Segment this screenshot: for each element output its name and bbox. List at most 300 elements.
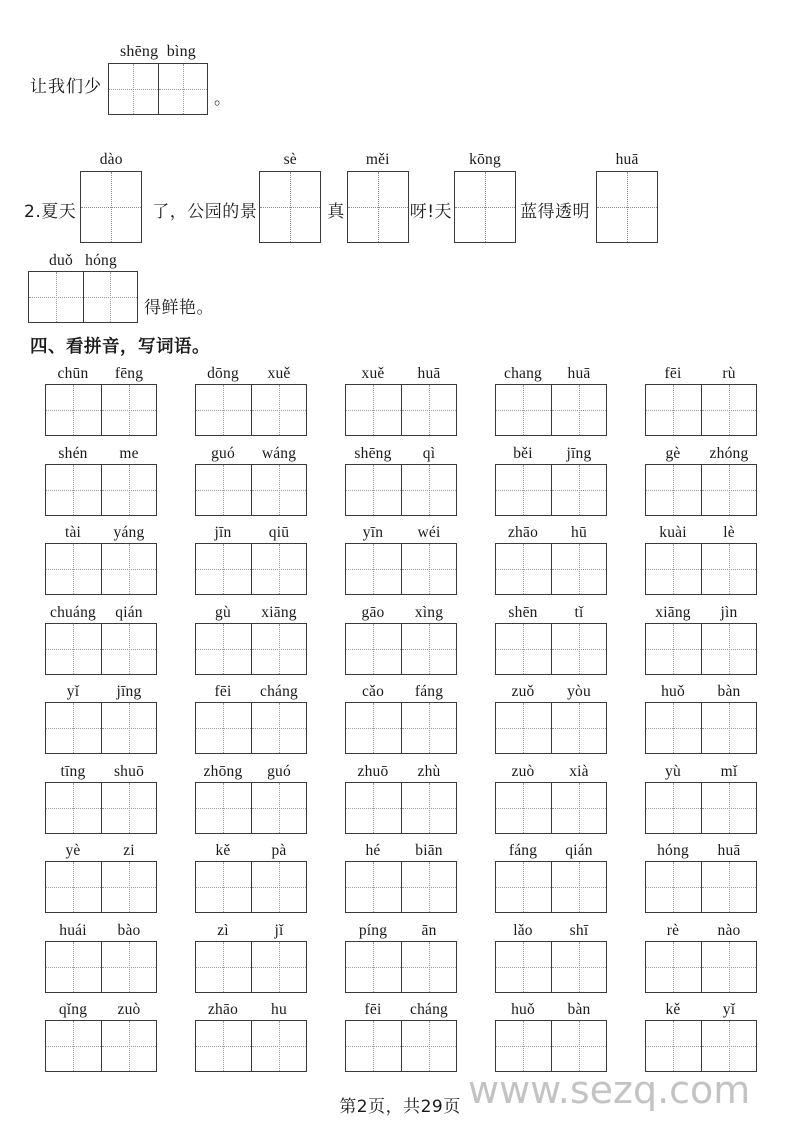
word-grid-item [326, 764, 476, 834]
pinyin-label [108, 44, 208, 60]
grid-cell[interactable] [402, 1021, 457, 1071]
writing-grid-box[interactable] [45, 623, 157, 675]
writing-grid-box[interactable] [645, 623, 757, 675]
pinyin-syllable: chuáng [50, 603, 96, 621]
grid-cell[interactable] [402, 624, 457, 674]
word-grid-item [626, 605, 776, 675]
writing-grid-box[interactable] [645, 464, 757, 516]
writing-grid-box[interactable] [195, 623, 307, 675]
grid-cell[interactable] [196, 544, 252, 594]
grid-cell[interactable] [196, 862, 252, 912]
writing-grid-box[interactable] [495, 543, 607, 595]
section-4-heading: 四、看拼音，写词语。 [30, 337, 210, 357]
grid-cell[interactable] [346, 1021, 402, 1071]
grid-cell[interactable] [496, 862, 552, 912]
word-grid-item [626, 684, 776, 754]
writing-grid-box[interactable] [345, 782, 457, 834]
grid-cell[interactable] [346, 862, 402, 912]
writing-grid-box[interactable] [45, 464, 157, 516]
pinyin-label [645, 843, 757, 859]
grid-cell[interactable] [702, 703, 757, 753]
pinyin-label [45, 366, 157, 382]
sentence-2-text-3: 呀!天 [409, 201, 453, 222]
grid-cell[interactable] [702, 544, 757, 594]
pinyin-syllable: chūn [57, 365, 89, 382]
grid-cell[interactable] [552, 783, 607, 833]
pinyin-label: dào [99, 151, 123, 168]
pinyin-label [45, 1002, 157, 1018]
pinyin-label [195, 843, 307, 859]
grid-cell[interactable] [552, 942, 607, 992]
grid-cell[interactable] [402, 465, 457, 515]
pinyin-syllable: píng [358, 921, 388, 939]
grid-cell[interactable] [552, 544, 607, 594]
pinyin-syllable: shī [569, 921, 589, 939]
pinyin-label [45, 843, 157, 859]
grid-cell[interactable] [702, 783, 757, 833]
writing-grid-box[interactable] [645, 861, 757, 913]
pinyin-syllable: huā [567, 365, 591, 382]
pinyin-syllable: fēi [364, 1001, 382, 1018]
grid-cell[interactable] [260, 172, 320, 242]
grid-cell[interactable] [46, 624, 102, 674]
writing-grid-box[interactable] [345, 1020, 457, 1072]
word-grid-item [176, 684, 326, 754]
writing-grid-box[interactable] [345, 941, 457, 993]
writing-grid-box[interactable] [345, 464, 457, 516]
word-grid-item [26, 923, 176, 993]
pinyin-syllable: zuò [117, 1001, 141, 1018]
grid-cell[interactable] [46, 385, 102, 435]
grid-cell[interactable] [702, 385, 757, 435]
pinyin-syllable: wáng [261, 444, 297, 462]
pinyin-syllable: jīng [116, 683, 142, 700]
pinyin-label [645, 764, 757, 780]
writing-grid-box[interactable] [495, 702, 607, 754]
pinyin-syllable: lǎo [513, 921, 533, 939]
grid-cell[interactable] [646, 385, 702, 435]
grid-cell[interactable] [252, 624, 307, 674]
pinyin-syllable: qǐng [58, 1001, 88, 1018]
grid-cell[interactable] [496, 1021, 552, 1071]
grid-cell[interactable] [646, 465, 702, 515]
pinyin-syllable: zhāo [507, 524, 539, 541]
pinyin-syllable: yù [665, 762, 681, 780]
writing-grid-box[interactable] [45, 941, 157, 993]
pinyin-syllable: cháng [259, 683, 298, 700]
pinyin-syllable: bào [117, 921, 141, 939]
watermark: www.sezq.com [468, 1068, 751, 1112]
word-grid-item [26, 684, 176, 754]
pinyin-label [495, 684, 607, 700]
pinyin-syllable: hū [571, 524, 587, 541]
pinyin-label [45, 446, 157, 462]
sentence-1-tail-text: 。 [214, 89, 231, 109]
grid-cell[interactable] [252, 703, 307, 753]
grid-cell[interactable] [402, 703, 457, 753]
grid-cell[interactable] [102, 703, 157, 753]
pinyin-syllable: zi [123, 842, 135, 859]
grid-cell[interactable] [496, 465, 552, 515]
pinyin-label [195, 446, 307, 462]
writing-grid-box[interactable] [45, 384, 157, 436]
writing-grid-box[interactable] [80, 171, 142, 243]
word-grid-item [176, 843, 326, 913]
pinyin-syllable: cǎo [361, 683, 385, 700]
sentence-2-blank-1 [80, 152, 142, 243]
grid-cell[interactable] [196, 942, 252, 992]
grid-cell[interactable] [196, 783, 252, 833]
pinyin-syllable: zhōng [203, 762, 243, 780]
grid-cell[interactable] [46, 942, 102, 992]
grid-cell[interactable] [646, 624, 702, 674]
grid-cell[interactable] [496, 385, 552, 435]
grid-cell[interactable] [196, 624, 252, 674]
sentence-2-text-4: 蓝得透明 [520, 201, 591, 222]
grid-cell[interactable] [552, 624, 607, 674]
grid-cell[interactable] [46, 862, 102, 912]
grid-cell[interactable] [46, 465, 102, 515]
pinyin-label [495, 525, 607, 541]
pinyin-syllable: jǐ [274, 921, 284, 939]
pinyin-syllable: jīng [566, 444, 592, 462]
pinyin-syllable: zuǒ [511, 683, 535, 700]
word-grid-item [176, 525, 326, 595]
pinyin-syllable: biān [415, 842, 443, 859]
grid-cell[interactable] [402, 544, 457, 594]
pinyin-syllable: xià [569, 762, 589, 780]
grid-cell[interactable] [252, 942, 307, 992]
grid-cell[interactable] [102, 624, 157, 674]
writing-grid-box[interactable] [259, 171, 321, 243]
pinyin-syllable: fēi [664, 365, 682, 382]
pinyin-label [195, 1002, 307, 1018]
writing-grid-box[interactable] [495, 782, 607, 834]
pinyin-label [345, 684, 457, 700]
pinyin-label [45, 684, 157, 700]
writing-grid-box[interactable] [195, 1020, 307, 1072]
word-grid-item [326, 923, 476, 993]
writing-grid-box[interactable] [345, 543, 457, 595]
pinyin-syllable: zhóng [709, 444, 749, 462]
sentence-1-lead-text: 让我们少 [30, 77, 102, 97]
grid-cell[interactable] [646, 783, 702, 833]
writing-grid-box[interactable] [645, 702, 757, 754]
grid-cell[interactable] [46, 703, 102, 753]
word-grid-item [26, 764, 176, 834]
pinyin-label [645, 684, 757, 700]
grid-cell[interactable] [102, 465, 157, 515]
word-grid-item [626, 525, 776, 595]
grid-cell[interactable] [346, 624, 402, 674]
pinyin-label [495, 923, 607, 939]
pinyin-syllable: gè [665, 444, 681, 462]
word-grid-row [26, 1002, 776, 1072]
pinyin-syllable: duǒ [49, 251, 73, 269]
word-grid-item [326, 684, 476, 754]
grid-cell[interactable] [252, 783, 307, 833]
grid-cell[interactable] [646, 1021, 702, 1071]
writing-grid-box[interactable] [645, 941, 757, 993]
pinyin-label [495, 446, 607, 462]
grid-cell[interactable] [496, 624, 552, 674]
writing-grid-box[interactable] [495, 941, 607, 993]
pinyin-syllable: nào [717, 921, 741, 939]
writing-grid-box[interactable] [195, 384, 307, 436]
word-grid-item [26, 446, 176, 516]
grid-cell[interactable] [402, 942, 457, 992]
writing-grid-box[interactable] [495, 1020, 607, 1072]
writing-grid-box[interactable] [495, 623, 607, 675]
pinyin-syllable: xuě [267, 365, 291, 382]
word-grid-item [626, 366, 776, 436]
grid-cell[interactable] [402, 385, 457, 435]
writing-grid-box[interactable] [195, 543, 307, 595]
word-grid-item [176, 446, 326, 516]
grid-cell[interactable] [346, 942, 402, 992]
writing-grid-box[interactable] [345, 702, 457, 754]
writing-grid-box[interactable] [108, 63, 208, 115]
pinyin-syllable: kě [665, 1001, 681, 1018]
pinyin-syllable: qián [115, 603, 143, 621]
word-grid-item [326, 1002, 476, 1072]
pinyin-label [195, 684, 307, 700]
grid-cell[interactable] [102, 783, 157, 833]
grid-cell[interactable] [252, 862, 307, 912]
pinyin-label [195, 605, 307, 621]
grid-cell[interactable] [102, 1021, 157, 1071]
pinyin-syllable: dōng [207, 365, 239, 382]
pinyin-syllable: tǐ [574, 603, 584, 621]
pinyin-syllable: cháng [409, 1001, 448, 1018]
grid-cell[interactable] [496, 783, 552, 833]
pinyin-syllable: fēng [114, 365, 144, 382]
word-grid-item [476, 605, 626, 675]
writing-grid-box[interactable] [45, 861, 157, 913]
grid-cell[interactable] [196, 1021, 252, 1071]
grid-cell[interactable] [46, 544, 102, 594]
pinyin-syllable: zhuō [357, 762, 389, 780]
grid-cell[interactable] [109, 64, 159, 114]
writing-grid-box[interactable] [645, 1020, 757, 1072]
word-grid-item [626, 923, 776, 993]
grid-cell[interactable] [496, 544, 552, 594]
grid-cell[interactable] [252, 465, 307, 515]
sentence-2-blank-2 [259, 152, 321, 243]
grid-cell[interactable] [402, 862, 457, 912]
sentence-2-line-1 [24, 152, 794, 243]
word-grid-row [26, 764, 776, 834]
grid-cell[interactable] [496, 942, 552, 992]
grid-cell[interactable] [702, 942, 757, 992]
grid-cell[interactable] [552, 1021, 607, 1071]
pinyin-syllable: tīng [60, 762, 86, 780]
pinyin-label: sè [283, 151, 297, 168]
word-grid-item [26, 1002, 176, 1072]
grid-cell[interactable] [552, 385, 607, 435]
grid-cell[interactable] [196, 703, 252, 753]
grid-cell[interactable] [102, 862, 157, 912]
grid-cell[interactable] [159, 64, 208, 114]
grid-cell[interactable] [646, 862, 702, 912]
writing-grid-box[interactable] [28, 271, 138, 323]
word-grid-item [26, 525, 176, 595]
grid-cell[interactable] [455, 172, 515, 242]
word-grid-row [26, 605, 776, 675]
writing-grid-box[interactable] [645, 384, 757, 436]
pinyin-label [28, 253, 138, 269]
pinyin-label: měi [365, 151, 390, 168]
pinyin-syllable: tài [64, 524, 82, 541]
word-grid-row [26, 446, 776, 516]
writing-grid-box[interactable] [347, 171, 409, 243]
grid-cell[interactable] [46, 783, 102, 833]
pinyin-syllable: shēn [508, 603, 538, 621]
sentence-2-blank-5 [596, 152, 658, 243]
word-grid-item [476, 764, 626, 834]
grid-cell[interactable] [84, 272, 138, 322]
pinyin-syllable: shēng [354, 444, 392, 462]
pinyin-syllable: kuài [659, 524, 687, 541]
word-grid-item [176, 1002, 326, 1072]
word-grid-item [326, 605, 476, 675]
writing-grid-box[interactable] [345, 384, 457, 436]
pinyin-syllable: chang [503, 365, 542, 382]
pinyin-label [45, 923, 157, 939]
word-grid-item [26, 605, 176, 675]
page-footer: 第2页，共29页 [339, 1097, 461, 1117]
writing-grid-box[interactable] [345, 861, 457, 913]
word-grid-item [476, 843, 626, 913]
writing-grid-box[interactable] [45, 702, 157, 754]
sentence-1-row [30, 44, 231, 115]
writing-grid-box[interactable] [45, 1020, 157, 1072]
pinyin-label [495, 843, 607, 859]
grid-cell[interactable] [102, 385, 157, 435]
writing-grid-box[interactable] [645, 782, 757, 834]
word-grid-item [326, 843, 476, 913]
grid-cell[interactable] [346, 783, 402, 833]
grid-cell[interactable] [29, 272, 84, 322]
grid-cell[interactable] [702, 624, 757, 674]
pinyin-syllable: rè [666, 921, 680, 939]
pinyin-label [495, 605, 607, 621]
sentence-2-blank-4 [454, 152, 516, 243]
pinyin-label [645, 605, 757, 621]
word-grid-item [476, 923, 626, 993]
grid-cell[interactable] [702, 862, 757, 912]
word-grid-item [626, 764, 776, 834]
grid-cell[interactable] [102, 544, 157, 594]
writing-grid-box[interactable] [195, 464, 307, 516]
grid-cell[interactable] [646, 942, 702, 992]
writing-grid-box[interactable] [596, 171, 658, 243]
pinyin-syllable: hóng [85, 251, 117, 269]
pinyin-syllable: yè [65, 842, 81, 859]
writing-grid-box[interactable] [345, 623, 457, 675]
pinyin-syllable: kě [215, 842, 231, 859]
writing-grid-box[interactable] [195, 702, 307, 754]
writing-grid-box[interactable] [45, 543, 157, 595]
sentence-2-blank-3 [347, 152, 409, 243]
word-grid-item [476, 525, 626, 595]
pinyin-syllable: fēi [214, 683, 232, 700]
grid-cell[interactable] [552, 703, 607, 753]
writing-grid-box[interactable] [454, 171, 516, 243]
pinyin-syllable: zhù [417, 762, 441, 780]
sentence-2-number-text: 2.夏天 [24, 201, 77, 222]
grid-cell[interactable] [552, 862, 607, 912]
pinyin-syllable: hóng [657, 842, 689, 859]
pinyin-syllable: yīn [362, 524, 384, 541]
grid-cell[interactable] [346, 465, 402, 515]
pinyin-label [345, 843, 457, 859]
writing-grid-box[interactable] [195, 782, 307, 834]
pinyin-syllable: huǒ [511, 1001, 535, 1018]
word-grid-item [176, 605, 326, 675]
pinyin-syllable: pà [271, 842, 287, 859]
writing-grid-box[interactable] [195, 861, 307, 913]
grid-cell[interactable] [346, 703, 402, 753]
pinyin-syllable: wéi [417, 524, 441, 541]
pinyin-syllable: hu [271, 1001, 287, 1018]
grid-cell[interactable] [646, 703, 702, 753]
grid-cell[interactable] [496, 703, 552, 753]
pinyin-label [645, 446, 757, 462]
grid-cell[interactable] [196, 385, 252, 435]
word-grid-item [626, 843, 776, 913]
grid-cell[interactable] [196, 465, 252, 515]
pinyin-syllable: me [119, 444, 139, 462]
grid-cell[interactable] [252, 1021, 307, 1071]
grid-cell[interactable] [81, 172, 141, 242]
word-grid-item [176, 366, 326, 436]
grid-cell[interactable] [252, 544, 307, 594]
writing-grid-box[interactable] [495, 384, 607, 436]
grid-cell[interactable] [346, 544, 402, 594]
word-grid-item [476, 684, 626, 754]
writing-grid-box[interactable] [645, 543, 757, 595]
writing-grid-box[interactable] [495, 861, 607, 913]
grid-cell[interactable] [402, 783, 457, 833]
writing-grid-box[interactable] [195, 941, 307, 993]
pinyin-syllable: guó [211, 444, 235, 462]
grid-cell[interactable] [552, 465, 607, 515]
pinyin-syllable: huái [59, 921, 87, 939]
grid-cell[interactable] [597, 172, 657, 242]
writing-grid-box[interactable] [45, 782, 157, 834]
pinyin-label [345, 923, 457, 939]
grid-cell[interactable] [102, 942, 157, 992]
word-grid-item [476, 446, 626, 516]
pinyin-syllable: guó [267, 762, 291, 780]
grid-cell[interactable] [702, 1021, 757, 1071]
writing-grid-box[interactable] [495, 464, 607, 516]
grid-cell[interactable] [702, 465, 757, 515]
pinyin-label [195, 923, 307, 939]
grid-cell[interactable] [46, 1021, 102, 1071]
pinyin-label [195, 366, 307, 382]
pinyin-label [45, 525, 157, 541]
grid-cell[interactable] [346, 385, 402, 435]
grid-cell[interactable] [252, 385, 307, 435]
pinyin-syllable: gù [215, 603, 231, 621]
grid-cell[interactable] [348, 172, 408, 242]
sentence-2 [24, 152, 794, 323]
grid-cell[interactable] [646, 544, 702, 594]
pinyin-syllable: yáng [113, 524, 145, 541]
pinyin-syllable: shén [58, 444, 88, 462]
